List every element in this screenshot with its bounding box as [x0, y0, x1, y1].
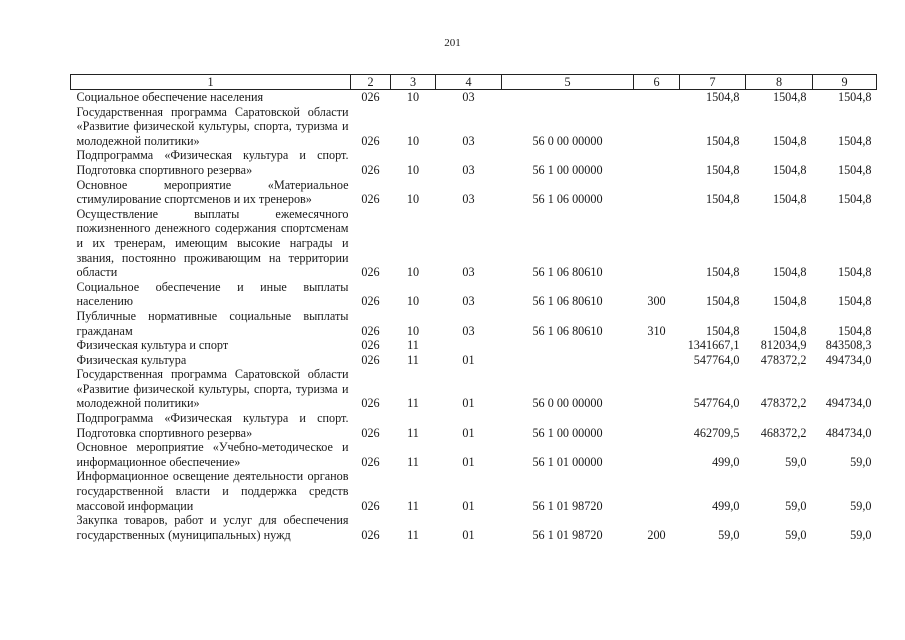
row-amount-year-1: 547764,0: [693, 352, 740, 367]
row-amount-year-1: 1504,8: [705, 323, 740, 338]
row-amount-year-3: 494734,0: [825, 396, 872, 411]
row-section: 11: [407, 338, 419, 353]
row-amount-year-2: 59,0: [785, 527, 807, 542]
row-target-article: [502, 338, 634, 353]
row-target-article: 56 1 06 00000: [532, 192, 603, 207]
row-subsection: 01: [462, 352, 475, 367]
row-amount-year-1: 1504,8: [705, 294, 740, 309]
header-col-7: 7: [680, 75, 746, 90]
table-row: [71, 338, 877, 353]
row-name: Подпрограмма «Физическая культура и спорт. Подготовка спортивного резерва»: [76, 148, 349, 177]
table-row: [71, 90, 877, 105]
row-expense-type: 300: [647, 294, 666, 309]
row-amount-year-2: 1504,8: [772, 294, 807, 309]
row-name: Физическая культура и спорт: [76, 338, 229, 353]
row-subsection: 03: [462, 265, 475, 280]
table-row: [71, 353, 877, 368]
row-amount-year-1: 1504,8: [705, 192, 740, 207]
row-amount-year-2: 1504,8: [772, 265, 807, 280]
row-ministry-code: 026: [361, 396, 380, 411]
row-ministry-code: 026: [361, 527, 380, 542]
row-ministry-code: 026: [361, 425, 380, 440]
row-subsection: 01: [462, 396, 475, 411]
row-expense-type: [634, 353, 680, 368]
row-ministry-code: 026: [361, 454, 380, 469]
table-row: [71, 469, 877, 513]
row-expense-type: [634, 411, 680, 440]
row-section: 11: [407, 527, 419, 542]
row-target-article: 56 1 06 80610: [532, 323, 603, 338]
row-subsection: 01: [462, 527, 475, 542]
table-row: [71, 178, 877, 207]
row-target-article: [502, 353, 634, 368]
row-amount-year-2: 478372,2: [760, 396, 807, 411]
row-name: Основное мероприятие «Учебно-методическое и информационное обеспечение»: [76, 440, 349, 469]
row-name: Социальное обеспечение и иные выплаты населению: [76, 279, 349, 309]
row-expense-type: [634, 207, 680, 280]
header-col-9: 9: [813, 75, 877, 90]
row-ministry-code: 026: [361, 133, 380, 148]
row-expense-type: [634, 338, 680, 353]
row-ministry-code: 026: [361, 352, 380, 367]
row-target-article: 56 1 06 80610: [532, 265, 603, 280]
row-subsection: [436, 338, 502, 353]
row-amount-year-3: 843508,3: [825, 338, 872, 353]
row-ministry-code: 026: [361, 192, 380, 207]
row-name: Социальное обеспечение населения: [76, 90, 264, 104]
row-target-article: 56 1 00 00000: [532, 425, 603, 440]
row-name: Осуществление выплаты ежемесячного пожизненного денежного содержания спортсменам и их тренерам, имеющим высокие награды и звания, постоянно проживающим на территории области: [76, 206, 349, 280]
row-section: 10: [406, 323, 420, 338]
row-target-article: 56 1 06 80610: [532, 294, 603, 309]
row-subsection: 03: [462, 90, 475, 104]
table-row: [71, 309, 877, 338]
row-subsection: 01: [462, 454, 475, 469]
header-row: [71, 75, 877, 90]
row-amount-year-3: 59,0: [850, 498, 872, 513]
table-row: [71, 280, 877, 309]
row-expense-type: 200: [647, 527, 666, 542]
row-amount-year-2: 1504,8: [772, 192, 807, 207]
row-name: Информационное освещение деятельности органов государственной власти и поддержка средств массовой информации: [76, 469, 349, 513]
row-amount-year-2: 1504,8: [772, 323, 807, 338]
table-row: [71, 148, 877, 177]
row-name: Государственная программа Саратовской области «Развитие физической культуры, спорта, туризма и молодежной политики»: [76, 104, 349, 148]
row-amount-year-3: 1504,8: [837, 133, 872, 148]
row-amount-year-1: 1504,8: [705, 90, 740, 104]
row-section: 10: [406, 192, 420, 207]
row-amount-year-3: 1504,8: [837, 294, 872, 309]
row-subsection: 03: [462, 323, 475, 338]
row-name: Подпрограмма «Физическая культура и спорт. Подготовка спортивного резерва»: [76, 411, 349, 440]
row-amount-year-3: 494734,0: [825, 352, 872, 367]
row-target-article: [502, 90, 634, 105]
row-section: 10: [406, 133, 420, 148]
row-target-article: 56 0 00 00000: [532, 396, 603, 411]
row-ministry-code: 026: [361, 162, 380, 177]
row-expense-type: [634, 178, 680, 207]
table-row: [71, 440, 877, 469]
row-name: Основное мероприятие «Материальное стимулирование спортсменов и их тренеров»: [76, 177, 349, 207]
row-amount-year-2: 468372,2: [760, 425, 807, 440]
row-expense-type: [634, 440, 680, 469]
row-target-article: 56 1 01 00000: [532, 454, 603, 469]
row-expense-type: [634, 367, 680, 411]
table-row: [71, 513, 877, 542]
row-name: Физическая культура: [76, 352, 187, 367]
row-subsection: 01: [462, 498, 475, 513]
row-name: Закупка товаров, работ и услуг для обеспечения государственных (муниципальных) нужд: [76, 513, 349, 542]
header-col-6: 6: [634, 75, 680, 90]
row-amount-year-1: 1504,8: [705, 265, 740, 280]
row-ministry-code: 026: [361, 294, 380, 309]
row-subsection: 01: [462, 425, 475, 440]
row-amount-year-3: 1504,8: [837, 192, 872, 207]
row-amount-year-3: 1504,8: [837, 265, 872, 280]
row-ministry-code: 026: [361, 498, 380, 513]
row-section: 10: [406, 265, 420, 280]
row-section: 11: [407, 352, 419, 367]
table-row: [71, 411, 877, 440]
row-amount-year-3: 484734,0: [825, 425, 872, 440]
row-target-article: 56 0 00 00000: [532, 133, 603, 148]
row-expense-type: [634, 148, 680, 177]
row-amount-year-3: 59,0: [850, 454, 872, 469]
row-ministry-code: 026: [361, 90, 380, 104]
table-row: [71, 105, 877, 149]
row-ministry-code: 026: [361, 323, 380, 338]
row-subsection: 03: [462, 294, 475, 309]
table-row: [71, 207, 877, 280]
row-section: 10: [406, 90, 420, 104]
row-amount-year-3: 1504,8: [837, 90, 872, 104]
row-expense-type: [634, 469, 680, 513]
row-amount-year-3: 59,0: [850, 527, 872, 542]
row-amount-year-2: 478372,2: [760, 352, 807, 367]
row-amount-year-1: 499,0: [712, 454, 740, 469]
row-amount-year-2: 812034,9: [760, 338, 807, 353]
row-amount-year-1: 499,0: [712, 498, 740, 513]
row-expense-type: 310: [647, 323, 666, 338]
row-amount-year-2: 1504,8: [772, 90, 807, 104]
row-amount-year-2: 1504,8: [772, 133, 807, 148]
row-ministry-code: 026: [361, 338, 380, 353]
row-section: 10: [406, 294, 420, 309]
header-col-2: 2: [351, 75, 391, 90]
row-amount-year-3: 1504,8: [837, 162, 872, 177]
row-section: 10: [406, 162, 420, 177]
header-col-1: 1: [71, 75, 351, 90]
row-amount-year-1: 59,0: [718, 527, 740, 542]
header-col-8: 8: [746, 75, 813, 90]
row-amount-year-2: 59,0: [785, 454, 807, 469]
row-amount-year-1: 462709,5: [693, 425, 740, 440]
row-ministry-code: 026: [361, 265, 380, 280]
row-subsection: 03: [462, 162, 475, 177]
row-section: 11: [407, 498, 419, 513]
header-col-3: 3: [391, 75, 436, 90]
row-target-article: 56 1 00 00000: [532, 162, 603, 177]
row-name: Государственная программа Саратовской области «Развитие физической культуры, спорта, туризма и молодежной политики»: [76, 367, 349, 411]
header-col-5: 5: [502, 75, 634, 90]
row-amount-year-3: 1504,8: [837, 323, 872, 338]
row-amount-year-1: 1341667,1: [687, 338, 740, 353]
header-col-4: 4: [436, 75, 502, 90]
row-name: Публичные нормативные социальные выплаты гражданам: [76, 308, 349, 338]
row-section: 11: [407, 454, 419, 469]
row-expense-type: [634, 90, 680, 105]
row-amount-year-1: 547764,0: [693, 396, 740, 411]
table-row: [71, 367, 877, 411]
row-amount-year-2: 59,0: [785, 498, 807, 513]
row-target-article: 56 1 01 98720: [532, 527, 603, 542]
row-subsection: 03: [462, 133, 475, 148]
row-subsection: 03: [462, 192, 475, 207]
budget-table: [70, 74, 877, 542]
row-amount-year-2: 1504,8: [772, 162, 807, 177]
page-number: 201: [444, 37, 461, 49]
row-expense-type: [634, 105, 680, 149]
row-amount-year-1: 1504,8: [705, 162, 740, 177]
row-section: 11: [407, 425, 419, 440]
row-target-article: 56 1 01 98720: [532, 498, 603, 513]
row-amount-year-1: 1504,8: [705, 133, 740, 148]
row-section: 11: [407, 396, 419, 411]
